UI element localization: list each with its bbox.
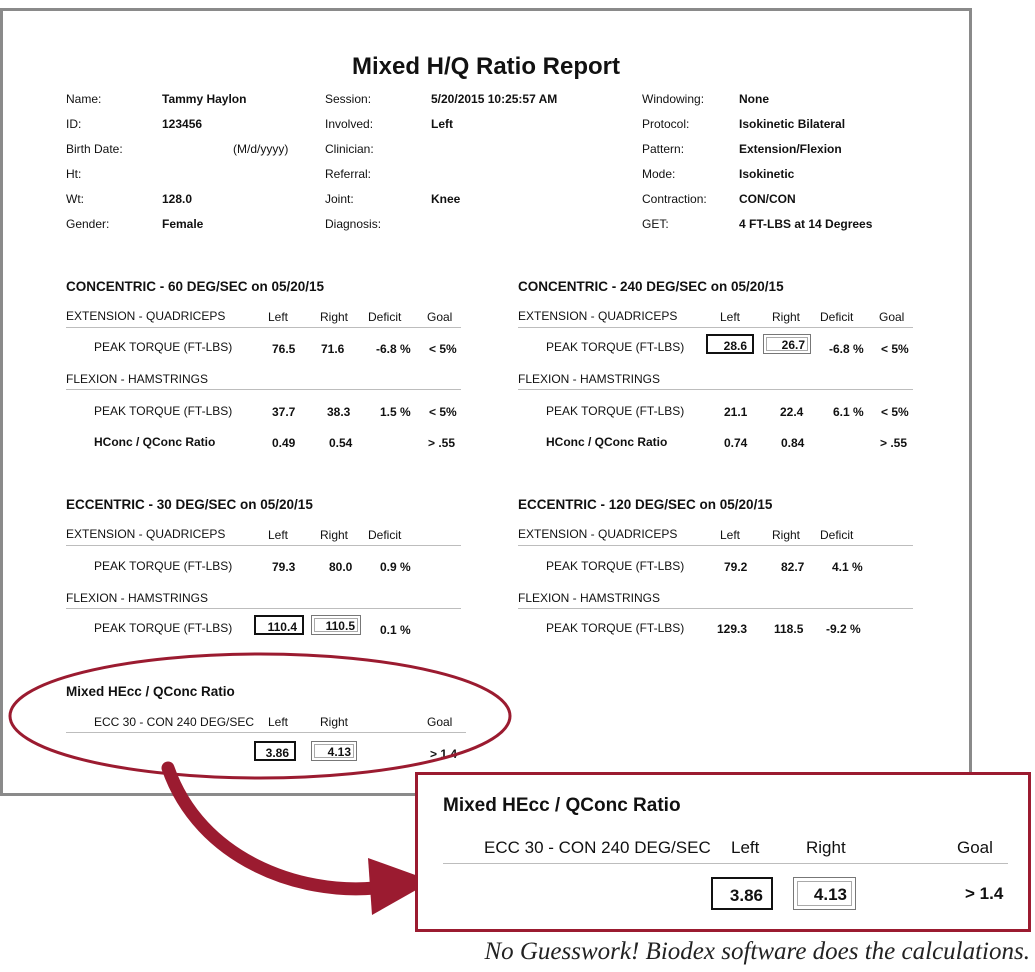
con240-deficit-header: Deficit (820, 310, 854, 324)
ecc30-ext-left: 79.3 (272, 560, 296, 574)
ecc120-title: ECCENTRIC - 120 DEG/SEC on 05/20/15 (518, 497, 773, 512)
zoom-goal: > 1.4 (965, 884, 1004, 903)
info-contraction-value: CON/CON (739, 192, 796, 206)
info-mode-label: Mode: (642, 167, 676, 181)
ecc120-ext-right: 82.7 (781, 560, 805, 574)
con60-ratio-goal: > .55 (428, 436, 456, 450)
info-referral-label: Referral: (325, 167, 372, 181)
mixed-goal: > 1.4 (430, 747, 458, 761)
info-session-label: Session: (325, 92, 372, 106)
con240-ext-right-box: 26.7 (763, 334, 811, 354)
info-id-value: 123456 (162, 117, 203, 131)
con240-ext-label: EXTENSION - QUADRICEPS (518, 309, 678, 323)
zoom-left-box: 3.86 (711, 877, 773, 910)
info-weight-label: Wt: (66, 192, 84, 206)
report-title: Mixed H/Q Ratio Report (351, 53, 621, 80)
ecc30-flex-row-label: PEAK TORQUE (FT-LBS) (94, 621, 233, 635)
info-diagnosis-label: Diagnosis: (325, 217, 382, 231)
con240-right-header: Right (772, 310, 801, 324)
info-name-value: Tammy Haylon (162, 92, 247, 106)
con60-ratio-right: 0.54 (329, 436, 353, 450)
info-windowing-value: None (739, 92, 769, 106)
mixed-left-box: 3.86 (254, 741, 296, 761)
ecc120-flex-right: 118.5 (774, 622, 804, 636)
con60-right-header: Right (320, 310, 349, 324)
zoom-left-header: Left (731, 838, 760, 857)
con240-flex-left: 21.1 (724, 405, 748, 419)
con60-ext-goal: < 5% (429, 342, 457, 356)
ecc30-flex-label: FLEXION - HAMSTRINGS (66, 591, 209, 605)
info-get-value: 4 FT-LBS at 14 Degrees (739, 217, 873, 231)
ecc120-right-header: Right (772, 528, 801, 542)
mixed-title: Mixed HEcc / QConc Ratio (66, 684, 235, 699)
info-birthdate-label: Birth Date: (66, 142, 123, 156)
mixed-sub-label: ECC 30 - CON 240 DEG/SEC (94, 715, 255, 729)
info-protocol-value: Isokinetic Bilateral (739, 117, 846, 131)
info-session-value: 5/20/2015 10:25:57 AM (431, 92, 558, 106)
con240-ratio-label: HConc / QConc Ratio (546, 435, 668, 449)
con240-flex-goal: < 5% (881, 405, 909, 419)
con240-ext-row-label: PEAK TORQUE (FT-LBS) (546, 340, 685, 354)
mixed-right-box: 4.13 (311, 741, 357, 761)
mixed-goal-header: Goal (427, 715, 453, 729)
con60-goal-header: Goal (427, 310, 453, 324)
con60-ext-left: 76.5 (272, 342, 296, 356)
ecc120-ext-left: 79.2 (724, 560, 748, 574)
info-get-label: GET: (642, 217, 669, 231)
info-protocol-label: Protocol: (642, 117, 690, 131)
info-joint-label: Joint: (325, 192, 354, 206)
con60-flex-goal: < 5% (429, 405, 457, 419)
zoom-goal-header: Goal (957, 838, 993, 857)
ecc30-deficit-header: Deficit (368, 528, 402, 542)
ecc120-flex-left: 129.3 (717, 622, 748, 636)
ecc30-flex-deficit: 0.1 % (380, 623, 411, 637)
con60-ratio-label: HConc / QConc Ratio (94, 435, 216, 449)
con60-flex-label: FLEXION - HAMSTRINGS (66, 372, 209, 386)
info-pattern-label: Pattern: (642, 142, 685, 156)
con240-left-header: Left (720, 310, 741, 324)
callout-arrow-shaft (168, 768, 375, 889)
con60-left-header: Left (268, 310, 289, 324)
ecc30-title: ECCENTRIC - 30 DEG/SEC on 05/20/15 (66, 497, 313, 512)
ecc120-ext-deficit: 4.1 % (832, 560, 863, 574)
highlight-ellipse (10, 654, 510, 778)
info-windowing-label: Windowing: (642, 92, 705, 106)
ecc120-flex-label: FLEXION - HAMSTRINGS (518, 591, 661, 605)
con60-flex-right: 38.3 (327, 405, 351, 419)
con240-ratio-goal: > .55 (880, 436, 908, 450)
ecc120-ext-row-label: PEAK TORQUE (FT-LBS) (546, 559, 685, 573)
con60-ratio-left: 0.49 (272, 436, 296, 450)
con60-ext-right: 71.6 (321, 342, 345, 356)
info-gender-label: Gender: (66, 217, 110, 231)
info-involved-label: Involved: (325, 117, 374, 131)
con60-ext-deficit: -6.8 % (376, 342, 411, 356)
con60-flex-row-label: PEAK TORQUE (FT-LBS) (94, 404, 233, 418)
con240-flex-label: FLEXION - HAMSTRINGS (518, 372, 661, 386)
info-joint-value: Knee (431, 192, 461, 206)
info-name-label: Name: (66, 92, 102, 106)
con240-flex-row-label: PEAK TORQUE (FT-LBS) (546, 404, 685, 418)
zoom-sub-label: ECC 30 - CON 240 DEG/SEC (484, 838, 711, 857)
info-mode-value: Isokinetic (739, 167, 795, 181)
info-weight-value: 128.0 (162, 192, 193, 206)
con240-ext-goal: < 5% (881, 342, 909, 356)
con240-goal-header: Goal (879, 310, 905, 324)
con60-flex-deficit: 1.5 % (380, 405, 411, 419)
ecc120-flex-row-label: PEAK TORQUE (FT-LBS) (546, 621, 685, 635)
zoom-callout (415, 772, 1031, 932)
ecc30-ext-label: EXTENSION - QUADRICEPS (66, 527, 226, 541)
zoom-right-header: Right (806, 838, 846, 857)
con240-ratio-left: 0.74 (724, 436, 748, 450)
info-gender-value: Female (162, 217, 204, 231)
ecc30-ext-deficit: 0.9 % (380, 560, 411, 574)
info-height-label: Ht: (66, 167, 82, 181)
con240-ext-deficit: -6.8 % (829, 342, 864, 356)
ecc30-ext-right: 80.0 (329, 560, 353, 574)
con240-ext-left-box: 28.6 (706, 334, 754, 354)
caption: No Guesswork! Biodex software does the calculations. (484, 938, 1030, 965)
con60-ext-row-label: PEAK TORQUE (FT-LBS) (94, 340, 233, 354)
ecc30-flex-right-box: 110.5 (311, 615, 361, 635)
zoom-title: Mixed HEcc / QConc Ratio (443, 795, 681, 816)
con240-title: CONCENTRIC - 240 DEG/SEC on 05/20/15 (518, 279, 784, 294)
zoom-right-box: 4.13 (793, 877, 856, 910)
con60-title: CONCENTRIC - 60 DEG/SEC on 05/20/15 (66, 279, 325, 294)
con60-ext-label: EXTENSION - QUADRICEPS (66, 309, 226, 323)
ecc30-ext-row-label: PEAK TORQUE (FT-LBS) (94, 559, 233, 573)
ecc120-deficit-header: Deficit (820, 528, 854, 542)
info-birthdate-value: (M/d/yyyy) (233, 142, 289, 156)
ecc30-left-header: Left (268, 528, 289, 542)
ecc30-flex-left-box: 110.4 (254, 615, 304, 635)
info-contraction-label: Contraction: (642, 192, 707, 206)
con240-flex-right: 22.4 (780, 405, 804, 419)
info-pattern-value: Extension/Flexion (739, 142, 842, 156)
zoom-rule (443, 863, 1008, 864)
info-clinician-label: Clinician: (325, 142, 374, 156)
ecc120-left-header: Left (720, 528, 741, 542)
con60-flex-left: 37.7 (272, 405, 296, 419)
ecc120-flex-deficit: -9.2 % (826, 622, 861, 636)
ecc120-ext-label: EXTENSION - QUADRICEPS (518, 527, 678, 541)
mixed-right-header: Right (320, 715, 349, 729)
con240-flex-deficit: 6.1 % (833, 405, 864, 419)
info-involved-value: Left (431, 117, 453, 131)
mixed-left-header: Left (268, 715, 289, 729)
con240-ratio-right: 0.84 (781, 436, 805, 450)
con60-deficit-header: Deficit (368, 310, 402, 324)
info-id-label: ID: (66, 117, 82, 131)
ecc30-right-header: Right (320, 528, 349, 542)
